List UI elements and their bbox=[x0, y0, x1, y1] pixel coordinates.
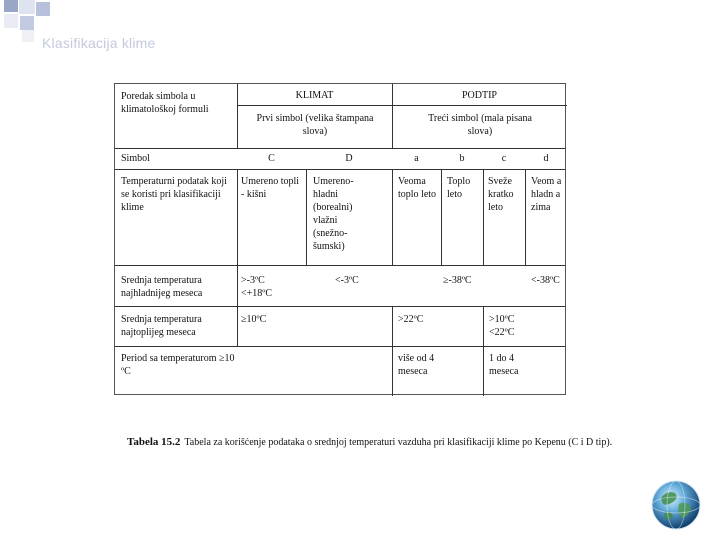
third-symbol-header: Treći simbol (mala pisana slova) bbox=[428, 113, 532, 137]
temp-data-label: Temperaturni podatak koji se koristi pri klasifikaciji klime bbox=[121, 176, 227, 213]
warmest-bc: >10ºC <22ºC bbox=[489, 314, 515, 338]
first-symbol-header: Prvi simbol (velika štampana slova) bbox=[256, 113, 374, 137]
table-caption bbox=[127, 436, 612, 448]
decor-square bbox=[22, 30, 34, 42]
caption-label: Tabela 15.2 bbox=[127, 436, 181, 448]
period-label: Period sa temperaturom ≥10 ºC bbox=[121, 353, 235, 377]
symbol-D: D bbox=[345, 153, 353, 164]
period-bc: 1 do 4 meseca bbox=[489, 353, 519, 377]
col-divider bbox=[483, 306, 484, 396]
globe-icon bbox=[649, 478, 703, 532]
warmest-CD: ≥10ºC bbox=[241, 314, 267, 325]
col-divider bbox=[392, 169, 393, 265]
temp-data-a: Veoma toplo leto bbox=[398, 176, 437, 200]
row-divider bbox=[115, 265, 565, 266]
slide-title: Klasifikacija klime bbox=[42, 35, 156, 51]
decor-square bbox=[19, 0, 35, 14]
warmest-a: >22ºC bbox=[398, 314, 424, 325]
coldest-label: Srednja temperatura najhladnijeg meseca bbox=[121, 275, 203, 299]
temp-data-c: Sveže kratko leto bbox=[488, 176, 514, 213]
coldest-d: <-38ºC bbox=[531, 275, 560, 286]
symbol-label: Simbol bbox=[121, 153, 150, 164]
symbol-d: d bbox=[543, 153, 549, 164]
symbol-c: c bbox=[501, 153, 507, 164]
period-a: više od 4 meseca bbox=[398, 353, 435, 377]
decor-square bbox=[20, 16, 34, 30]
symbol-a: a bbox=[414, 153, 419, 164]
row-divider bbox=[115, 306, 565, 307]
klimat-header: KLIMAT bbox=[295, 90, 334, 101]
header-divider bbox=[237, 105, 567, 106]
row-divider bbox=[115, 148, 565, 149]
decor-square bbox=[4, 14, 18, 28]
col-divider bbox=[483, 169, 484, 265]
temp-data-d: Veom a hladn a zima bbox=[531, 176, 562, 213]
caption-text: Tabela za korišćenje podataka o srednjoj temperaturi vazduha pri klasifikaciji klime po Kepenu (C i D tip). bbox=[184, 437, 613, 448]
coldest-D: <-3ºC bbox=[335, 275, 359, 286]
podtip-header: PODTIP bbox=[461, 90, 497, 101]
koppen-table bbox=[114, 83, 566, 395]
coldest-abc: ≥-38ºC bbox=[443, 275, 472, 286]
col-divider bbox=[306, 169, 307, 265]
decor-square bbox=[4, 0, 18, 12]
order-label: Poredak simbola u klimatološkoj formuli bbox=[121, 91, 209, 115]
col-divider bbox=[392, 306, 393, 396]
col-divider bbox=[441, 169, 442, 265]
col-divider bbox=[237, 169, 238, 346]
coldest-C: >-3ºC <+18ºC bbox=[241, 275, 273, 299]
temp-data-C: Umereno topli - kišni bbox=[241, 176, 300, 200]
row-divider bbox=[115, 346, 565, 347]
temp-data-D: Umereno-hladni (borealni) vlažni (snežno-šumski) bbox=[313, 176, 354, 252]
col-divider bbox=[525, 169, 526, 265]
symbol-C: C bbox=[268, 153, 275, 164]
decor-square bbox=[36, 2, 50, 16]
row-divider bbox=[115, 169, 565, 170]
temp-data-b: Toplo leto bbox=[447, 176, 471, 200]
symbol-b: b bbox=[459, 153, 465, 164]
warmest-label: Srednja temperatura najtoplijeg meseca bbox=[121, 314, 202, 338]
